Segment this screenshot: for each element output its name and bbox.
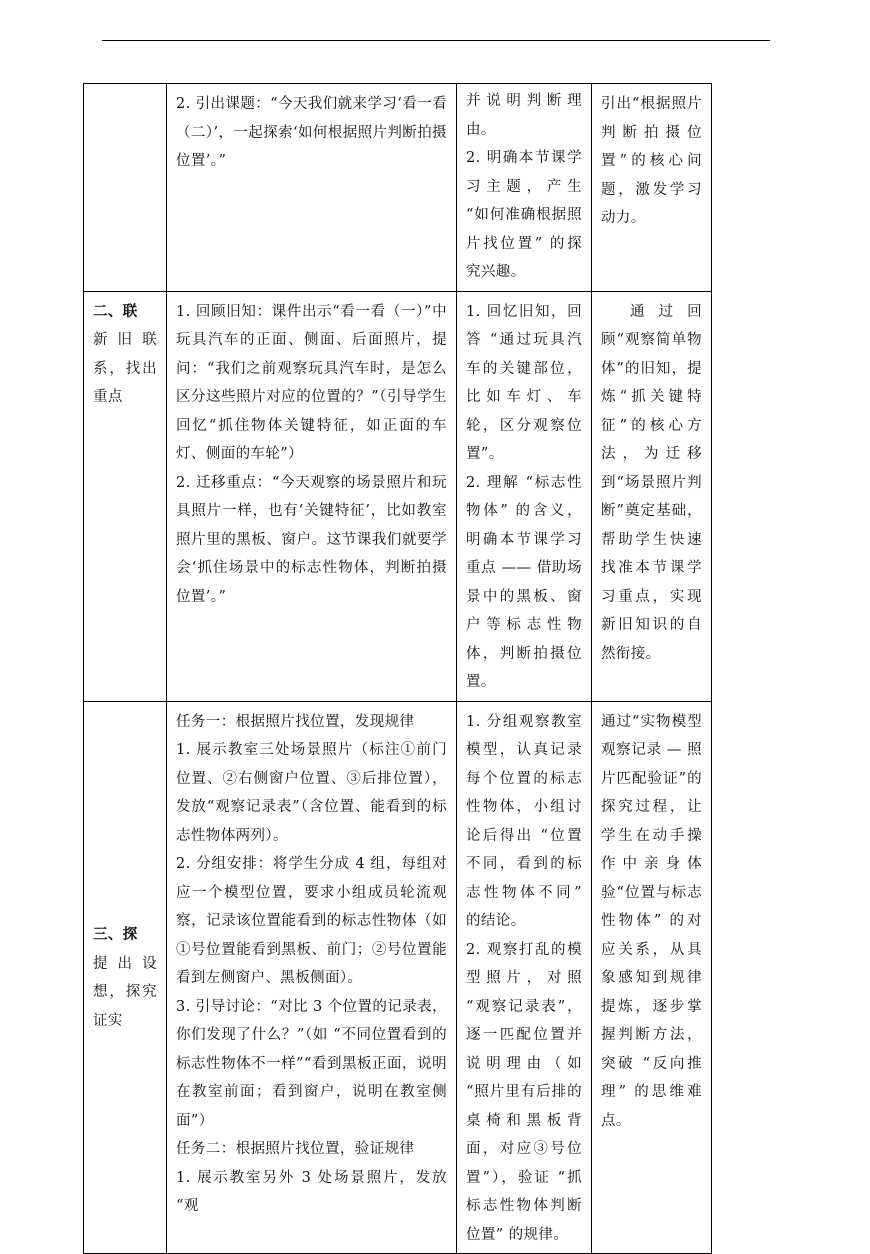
design-intent-cell: [592, 84, 712, 292]
teacher-paragraph: 任务一：根据照片找位置，发现规律: [176, 713, 415, 730]
stage-subtitle: 提出设想，探究证实: [93, 955, 157, 1029]
teacher-paragraph: 1. 回顾旧知：课件出示“看一看（一）”中玩具汽车的正面、侧面、后面照片，提问：“我们之前观察玩具汽车时，是怎么区分这些照片对应的位置的？”（引导学生回忆“抓住物体关键特征，如正面的车灯、侧面的车轮”）: [176, 303, 447, 462]
header-rule: [102, 40, 770, 41]
teacher-activity-cell: [167, 84, 457, 292]
teacher-activity-cell: [167, 701, 457, 1254]
student-paragraph: 1. 回忆旧知，回答 “通过玩具汽车的关键部位，比如车灯、车轮，区分观察位置”。: [466, 303, 582, 462]
design-intent-cell: [592, 291, 712, 701]
student-activity-cell: [457, 701, 592, 1254]
teacher-paragraph: 任务二：根据照片找位置，验证规律: [176, 1141, 415, 1157]
student-activity-cell: [457, 291, 592, 701]
teacher-paragraph: 1. 展示教室三处场景照片（标注①前门位置、②右侧窗户位置、③后排位置），发放“观察记录表”（含位置、能看到的标志性物体两列）。: [176, 742, 447, 844]
teacher-paragraph: 2. 分组安排：将学生分成 4 组，每组对应一个模型位置，要求小组成员轮流观察，记录该位置能看到的标志性物体（如①号位置能看到黑板、前门；②号位置能看到左侧窗户、黑板侧面）。: [176, 856, 447, 986]
stage-title: 二、联: [93, 302, 138, 320]
teacher-paragraph: 3. 引导讨论：“对比 3 个位置的记录表，你们发现了什么？”（如 “不同位置看到的标志性物体不一样”“看到黑板正面，说明在教室前面；看到窗户，说明在教室侧面”）: [176, 998, 447, 1129]
stage-cell: [84, 701, 167, 1254]
student-paragraph: 2. 理解 “标志性物体” 的含义，明确本节课学习重点 —— 借助场景中的黑板、窗户等标志性物体，判断拍摄位置。: [466, 474, 582, 690]
student-paragraph: 2. 明确本节课学习主题，产生 “如何准确根据照片找位置” 的探究兴趣。: [466, 150, 582, 280]
intent-paragraph: 通过回顾“观察简单物体”的旧知，提炼“抓关键特征”的核心方法，为迁移到“场景照片判断”奠定基础，帮助学生快速找准本节课学习重点，实现新旧知识的自然衔接。: [601, 303, 702, 662]
table-row: [84, 701, 712, 1254]
stage-cell: [84, 84, 167, 292]
table-row: [84, 84, 712, 292]
student-paragraph: 2. 观察打乱的模型照片，对照 “观察记录表”，逐一匹配位置并说明理由（如 “照片里有后排的桌椅和黑板背面，对应③号位置”），验证 “抓标志性物体判断位置” 的规律。: [466, 941, 582, 1243]
student-activity-cell: [457, 84, 592, 292]
design-intent-cell: [592, 701, 712, 1254]
student-paragraph: 并说明判断理由。: [466, 93, 582, 138]
student-paragraph: 1. 分组观察教室模型，认真记录每个位置的标志性物体，小组讨论后得出 “位置不同，看到的标志性物体不同” 的结论。: [466, 713, 582, 929]
teacher-activity-cell: [167, 291, 457, 701]
stage-subtitle: 新旧联系，找出重点: [93, 332, 157, 405]
stage-cell: [84, 291, 167, 701]
teacher-paragraph: 1. 展示教室另外 3 处场景照片，发放 “观: [176, 1169, 447, 1214]
teacher-paragraph: 2. 迁移重点：“今天观察的场景照片和玩具照片一样，也有‘关键特征’，比如教室照片里的黑板、窗户。这节课我们就要学会‘抓住场景中的标志性物体，判断拍摄位置’。”: [176, 474, 447, 605]
table-row: [84, 291, 712, 701]
lesson-plan-table: [83, 83, 712, 1254]
intent-paragraph: 通过“实物模型观察记录 — 照片匹配验证”的探究过程，让学生在动手操作中亲身体验“位置与标志性物体” 的对应关系，从具象感知到规律提炼，逐步掌握判断方法，突破 “反向推理” 的思维难点。: [601, 713, 702, 1129]
intent-paragraph: 引出“根据照片判断拍摄位置”的核心问题，激发学习动力。: [601, 96, 702, 226]
teacher-paragraph: 2. 引出课题：“今天我们就来学习‘看一看（二）’，一起探索‘如何根据照片判断拍摄位置’。”: [176, 96, 447, 169]
stage-title: 三、探: [93, 926, 138, 944]
